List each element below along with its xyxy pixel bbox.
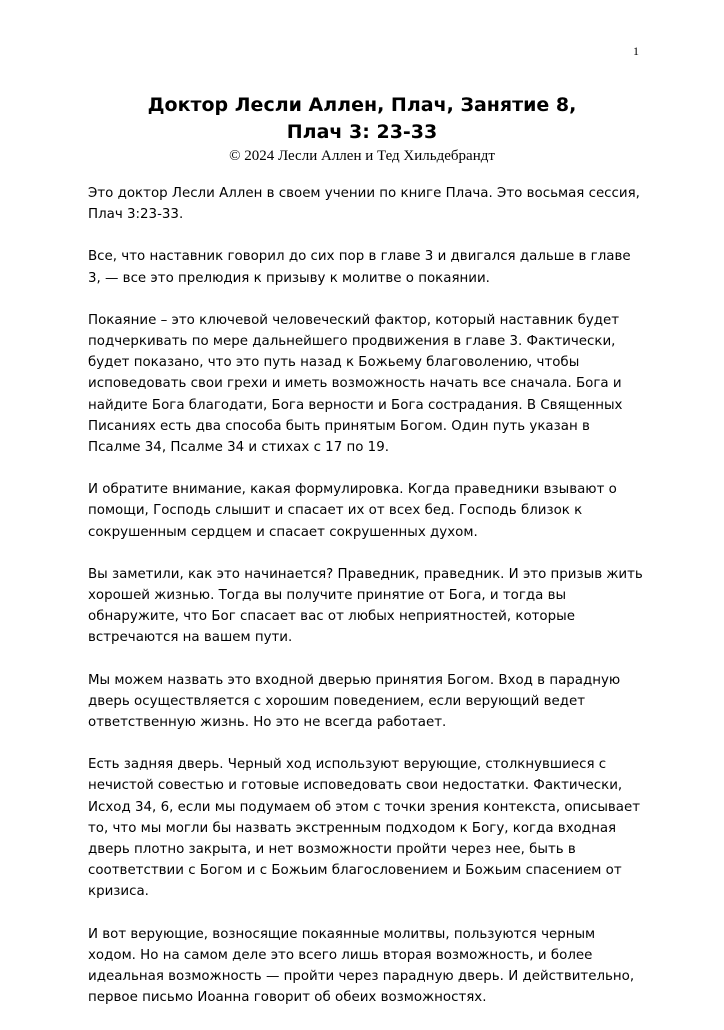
paragraph-2: Все, что наставник говорил до сих пор в главе 3 и двигался дальше в главе 3, — все это прелюдия к призыву к молитве о покаянии. [88, 249, 631, 286]
paragraph-3: Покаяние – это ключевой человеческий фактор, который наставник будет подчеркивать по мере дальнейшего продвижения в главе 3. Фактически, будет показано, что это путь назад к Божьему благоволению, чтобы исповедовать свои грехи и иметь возможность начать все сначала. Бога и найдите Бога благодати, Бога верности и Бога сострадания. В Священных Писаниях есть два способа быть принятым Богом. Один путь указан в Псалме 34, Псалме 34 и стихах с 17 по 19. [88, 312, 623, 456]
paragraph-7: Есть задняя дверь. Черный ход используют верующие, столкнувшиеся с нечистой совестью и готовые исповедовать свои недостатки. Фактически, Исход 34, 6, если мы подумаем об этом с точки зрения контекста, описывает то, что мы могли бы назвать экстренным подходом к Богу, когда входная дверь плотно закрыта, и нет возможности пройти через нее, быть в соответствии с Богом и с Божьим благословением и Божьим спасением от кризиса. [88, 757, 641, 900]
paragraph-8: И вот верующие, возносящие покаянные молитвы, пользуются черным ходом. Но на самом деле это всего лишь вторая возможность, и более идеальная возможность — пройти через парадную дверь. И действительно, первое письмо Иоанна говорит об обеих возможностях. [88, 926, 635, 1006]
document-body [88, 183, 643, 1030]
page-number: 1 [633, 44, 639, 58]
copyright-line: © 2024 Лесли Аллен и Тед Хильдебрандт [229, 148, 495, 164]
paragraph-5: Вы заметили, как это начинается? Праведник, праведник. И это призыв жить хорошей жизнью. Тогда вы получите принятие от Бога, и тогда вы обнаружите, что Бог спасает вас от любых неприятностей, которые встречаются на вашем пути. [88, 566, 643, 646]
paragraph-1: Это доктор Лесли Аллен в своем учении по книге Плача. Это восьмая сессия, Плач 3:23-33. [88, 186, 640, 223]
document-title-line-2: Плач 3: 23-33 [286, 121, 438, 143]
paragraph-6: Мы можем назвать это входной дверью принятия Богом. Вход в парадную дверь осуществляется с хорошим поведением, если верующий ведет ответственную жизнь. Но это не всегда работает. [88, 672, 621, 731]
document-title-line-1: Доктор Лесли Аллен, Плач, Занятие 8, [147, 94, 577, 116]
document-header [0, 92, 724, 166]
paragraph-4: И обратите внимание, какая формулировка. Когда праведники взывают о помощи, Господь слышит и спасает их от всех бед. Господь близок к сокрушенным сердцем и спасает сокрушенных духом. [88, 482, 617, 540]
